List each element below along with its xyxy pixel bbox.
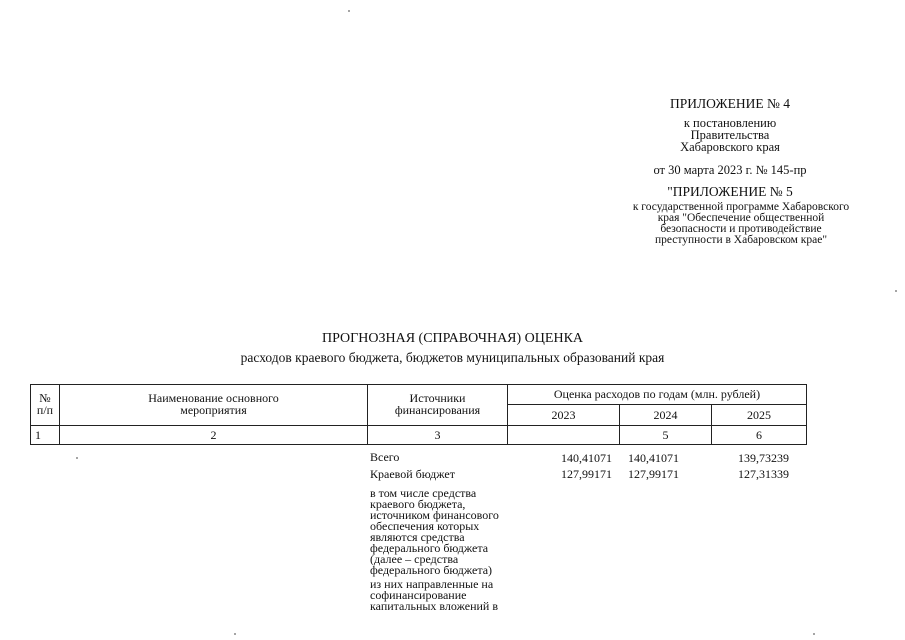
row-source: Краевой бюджет [370,467,455,481]
col-border [806,384,807,445]
table-top-border [30,384,807,385]
header-source-line: Источники [409,391,466,405]
federal-funds-note [370,488,510,576]
header-activity-name [60,392,367,416]
index-cell: 2 [210,428,217,442]
header-year: 2024 [653,408,678,422]
header-name-line: Наименование основного [148,391,279,405]
note-line: федерального бюджета) [370,563,493,577]
note-line: обеспечения которых [370,519,480,533]
resolution-line: к постановлению [683,116,777,130]
scan-speck [895,290,897,292]
row-value: 127,99171 [561,467,612,481]
resolution-line: Хабаровского края [680,140,780,154]
note-line: источником финансового [370,508,499,522]
index-cell: 1 [35,428,41,442]
header-year: 2023 [551,408,576,422]
program-description [603,202,879,246]
header-year: 2025 [747,408,771,422]
scan-speck [813,633,815,635]
index-row-bottom-border [30,444,807,445]
document-title: ПРОГНОЗНАЯ (СПРАВОЧНАЯ) ОЦЕНКА [321,331,584,346]
resolution-reference [640,117,820,153]
resolution-date: от 30 марта 2023 г. № 145-пр [653,163,807,177]
note-line: софинансирование [370,588,467,602]
header-funding-source [368,392,507,416]
document-subtitle: расходов краевого бюджета, бюджетов муниципальных образований края [240,350,665,365]
row-value: 140,41071 [561,451,612,465]
row-value: 127,31339 [738,467,789,481]
note-line: (далее – средства [370,552,459,566]
appendix-title: ПРИЛОЖЕНИЕ № 4 [669,96,791,111]
row-source: Всего [370,450,400,464]
row-value: 140,41071 [628,451,679,465]
note-line: краевого бюджета, [370,497,466,511]
program-desc-line: преступности в Хабаровском крае" [654,234,828,246]
header-name-line: мероприятия [180,403,247,417]
note-line: федерального бюджета [370,541,489,555]
index-cell: 3 [434,428,441,442]
scan-speck [234,633,236,635]
note-line: из них направленные на [370,577,494,591]
index-cell: 5 [662,428,669,442]
header-bottom-border [30,425,807,426]
header-estimate: Оценка расходов по годам (млн. рублей) [553,387,761,401]
header-source-line: финансирования [394,403,481,417]
program-desc-line: безопасности и противодействие [660,223,822,235]
header-num-line: № [39,391,51,405]
capital-investment-note [370,579,510,612]
header-num [31,392,59,416]
scan-speck [76,457,78,459]
resolution-line: Правительства [690,128,770,142]
row-value: 127,99171 [628,467,679,481]
note-line: капитальных вложений в [370,599,499,613]
note-line: в том числе средства [370,486,477,500]
scan-speck [348,10,350,12]
header-num-line: п/п [36,403,54,417]
row-value: 139,73239 [738,451,789,465]
year-header-divider [507,404,807,405]
program-desc-line: к государственной программе Хабаровского [632,201,850,213]
program-appendix-title: "ПРИЛОЖЕНИЕ № 5 [667,184,793,199]
index-cell: 6 [756,428,762,442]
note-line: являются средства [370,530,465,544]
program-desc-line: края "Обеспечение общественной [657,212,825,224]
